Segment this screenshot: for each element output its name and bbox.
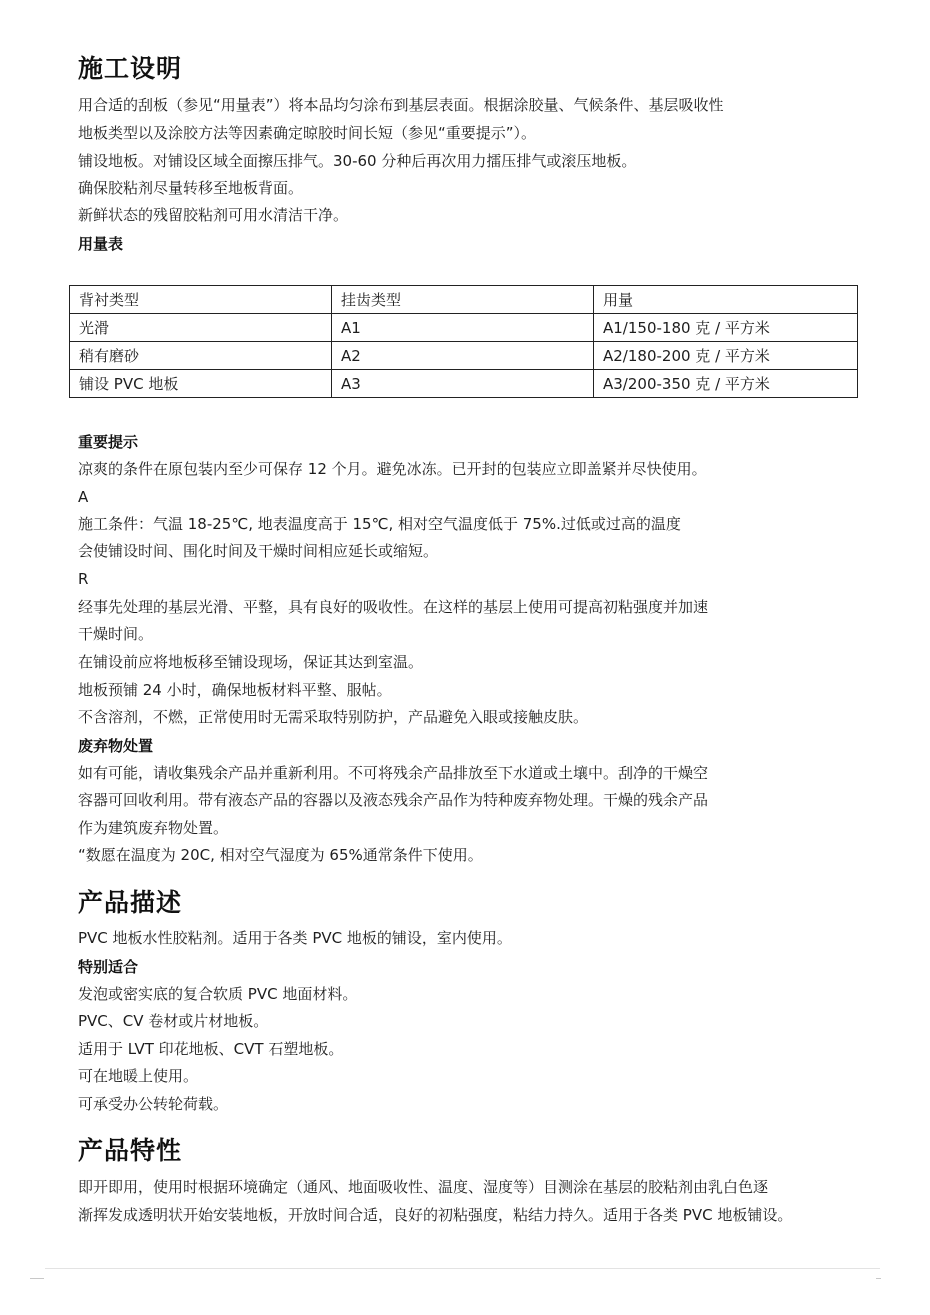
- paragraph-line: 凉爽的条件在原包装内至少可保存 12 个月。避免冰冻。已开封的包装应立即盖紧并尽快使用。: [78, 460, 707, 478]
- table-cell: 铺设 PVC 地板: [70, 370, 332, 398]
- paragraph-line: 经事先处理的基层光滑、平整，具有良好的吸收性。在这样的基层上使用可提高初粘强度并加速: [78, 598, 709, 616]
- table-header-row: [70, 286, 858, 314]
- paragraph-line: R: [78, 570, 89, 588]
- paragraph-line: 地板预铺 24 小时，确保地板材料平整、服帖。: [78, 681, 392, 699]
- section-title-features: 产品特性: [78, 1136, 183, 1165]
- section-title-construction: 施工设明: [78, 54, 183, 83]
- paragraph-line: 不含溶剂，不燃，正常使用时无需采取特别防护，产品避免入眼或接触皮肤。: [78, 708, 589, 726]
- section-title-description: 产品描述: [78, 888, 183, 917]
- table-cell: A2/180-200 克 / 平方米: [594, 342, 858, 370]
- table-cell: A1/150-180 克 / 平方米: [594, 314, 858, 342]
- table-row: [70, 370, 858, 398]
- paragraph-line: 在铺设前应将地板移至铺设现场，保证其达到室温。: [78, 653, 424, 671]
- usage-table-title: 用量表: [78, 235, 124, 253]
- suitable-for-title: 特别适合: [78, 958, 139, 976]
- paragraph-line: 容器可回收利用。带有液态产品的容器以及液态残余产品作为特种废弃物处理。干燥的残余产品: [78, 791, 709, 809]
- table-cell: A2: [332, 342, 594, 370]
- important-notes-title: 重要提示: [78, 433, 139, 451]
- paragraph-line: 地板类型以及涂胶方法等因素确定晾胶时间长短（参见“重要提示”）。: [78, 124, 537, 142]
- paragraph-line: 铺设地板。对铺设区域全面擦压排气。30-60 分种后再次用力擂压排气或滚压地板。: [78, 152, 637, 170]
- table-cell: A3/200-350 克 / 平方米: [594, 370, 858, 398]
- paragraph-line: 用合适的刮板（参见“用量表”）将本品均匀涂布到基层表面。根据涂胶量、气候条件、基层吸收性: [78, 96, 724, 114]
- paragraph-line: 可在地暖上使用。: [78, 1067, 199, 1085]
- footer-mark-left: [30, 1278, 44, 1279]
- table-header-cell: 用量: [594, 286, 858, 314]
- waste-disposal-title: 废弃物处置: [78, 737, 154, 755]
- paragraph-line: “数愿在温度为 20C, 相对空气湿度为 65%通常条件下使用。: [78, 846, 483, 864]
- paragraph-line: 渐挥发成透明状开始安装地板，开放时间合适，良好的初粘强度，粘结力持久。适用于各类 PVC 地板铺设。: [78, 1206, 793, 1224]
- paragraph-line: 新鲜状态的残留胶粘剂可用水清洁干净。: [78, 206, 349, 224]
- table-row: [70, 314, 858, 342]
- usage-table: [69, 285, 858, 398]
- paragraph-line: 可承受办公转轮荷载。: [78, 1095, 229, 1113]
- table-header-cell: 挂齿类型: [332, 286, 594, 314]
- table-cell: A1: [332, 314, 594, 342]
- paragraph-line: A: [78, 488, 89, 506]
- footer-divider: [45, 1268, 880, 1269]
- table-cell: 光滑: [70, 314, 332, 342]
- table-header-cell: 背衬类型: [70, 286, 332, 314]
- paragraph-line: 如有可能，请收集残余产品并重新利用。不可将残余产品排放至下水道或土壤中。刮净的干燥空: [78, 764, 709, 782]
- table-cell: 稍有磨砂: [70, 342, 332, 370]
- table-row: [70, 342, 858, 370]
- paragraph-line: 作为建筑废弃物处置。: [78, 819, 229, 837]
- paragraph-line: 即开即用，使用时根据环境确定（通风、地面吸收性、温度、湿度等）目测涂在基层的胶粘剂由乳白色逐: [78, 1178, 769, 1196]
- table-cell: A3: [332, 370, 594, 398]
- paragraph-line: PVC、CV 卷材或片材地板。: [78, 1012, 269, 1030]
- paragraph-line: 会使铺设时间、围化时间及干燥时间相应延长或缩短。: [78, 542, 439, 560]
- paragraph-line: 确保胶粘剂尽量转移至地板背面。: [78, 179, 304, 197]
- paragraph-line: 发泡或密实底的复合软质 PVC 地面材料。: [78, 985, 358, 1003]
- paragraph-line: PVC 地板水性胶粘剂。适用于各类 PVC 地板的铺设，室内使用。: [78, 929, 512, 947]
- paragraph-line: 干燥时间。: [78, 625, 154, 643]
- paragraph-line: 适用于 LVT 印花地板、CVT 石塑地板。: [78, 1040, 344, 1058]
- footer-mark-right: [876, 1278, 881, 1279]
- paragraph-line: 施工条件：气温 18-25℃, 地表温度高于 15℃, 相对空气温度低于 75%.过低或过高的温度: [78, 515, 681, 533]
